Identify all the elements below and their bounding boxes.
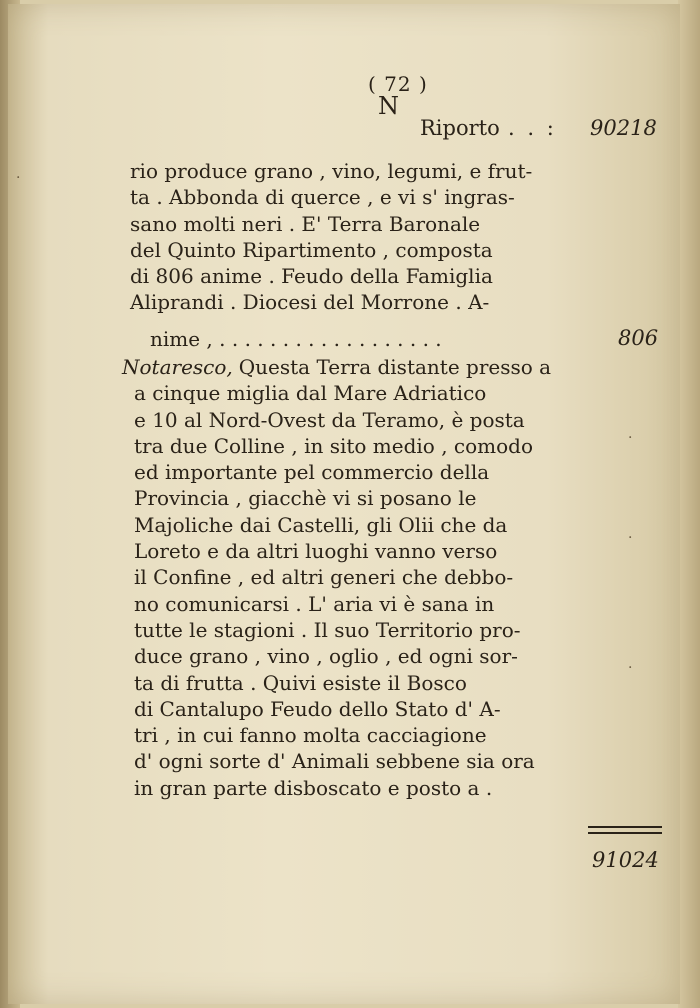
signature-mark: N <box>378 92 399 120</box>
text-line: duce grano , vino , oglio , ed ogni sor- <box>134 644 518 669</box>
place-name: Notaresco, <box>122 355 233 379</box>
text-line: ta . Abbonda di querce , e vi s' ingras- <box>130 185 515 210</box>
anime-dotted-leader: nime , . . . . . . . . . . . . . . . . . . <box>150 327 442 351</box>
text-line: Majoliche dai Castelli, gli Olii che da <box>134 512 508 537</box>
carry-forward-label: Riporto <box>420 116 500 140</box>
text-line: rio produce grano , vino, legumi, e frut- <box>130 159 533 183</box>
text-line: il Confine , ed altri generi che debbo- <box>134 565 514 590</box>
text-line: tri , in cui fanno molta cacciagione <box>134 723 487 748</box>
text-line: tutte le stagioni . Il suo Territorio pro- <box>134 617 521 642</box>
text-line: a cinque miglia dal Mare Adriatico <box>134 381 487 406</box>
text-line: d' ogni sorte d' Animali sebbene sia ora <box>134 749 535 774</box>
page-number: ( 72 ) <box>368 72 428 96</box>
running-total-value: 91024 <box>592 848 659 872</box>
text-line: sano molti neri . E' Terra Baronale <box>130 211 481 236</box>
facing-page-edge <box>678 0 700 1008</box>
margin-speck: · <box>628 430 633 446</box>
text-line: Provincia , giacchè vi si posano le <box>134 486 477 511</box>
text-line: in gran parte disboscato e posto a . <box>134 775 493 800</box>
anime-count-value: 806 <box>618 326 659 350</box>
text-line: del Quinto Ripartimento , composta <box>130 237 493 262</box>
margin-speck: · <box>628 530 633 546</box>
margin-speck: · <box>16 170 21 186</box>
entry-continued-text <box>130 158 590 316</box>
text-line: tra due Colline , in sito medio , comodo <box>134 433 534 458</box>
carry-forward-dots: . . : <box>508 116 557 140</box>
text-line: ta di frutta . Quivi esiste il Bosco <box>134 670 467 695</box>
carry-forward-value: 90218 <box>590 116 657 140</box>
text-line: Aliprandi . Diocesi del Morrone . A- <box>130 290 490 315</box>
text-line: Loreto e da altri luoghi vanno verso <box>134 539 498 564</box>
text-line: di 806 anime . Feudo della Famiglia <box>130 264 493 289</box>
text-line: no comunicarsi . L' aria vi è sana in <box>134 591 495 616</box>
entry-first-line <box>122 354 590 380</box>
text-line: di Cantalupo Feudo dello Stato d' A- <box>134 696 501 721</box>
text-line: ed importante pel commercio della <box>134 460 490 485</box>
entry-notaresco-text <box>122 354 590 801</box>
text-line: e 10 al Nord-Ovest da Teramo, è posta <box>134 407 525 432</box>
total-rule-top <box>588 826 662 828</box>
total-rule-bottom <box>588 832 662 834</box>
text-line: Questa Terra distante presso a <box>238 355 552 379</box>
margin-speck: · <box>628 660 633 676</box>
